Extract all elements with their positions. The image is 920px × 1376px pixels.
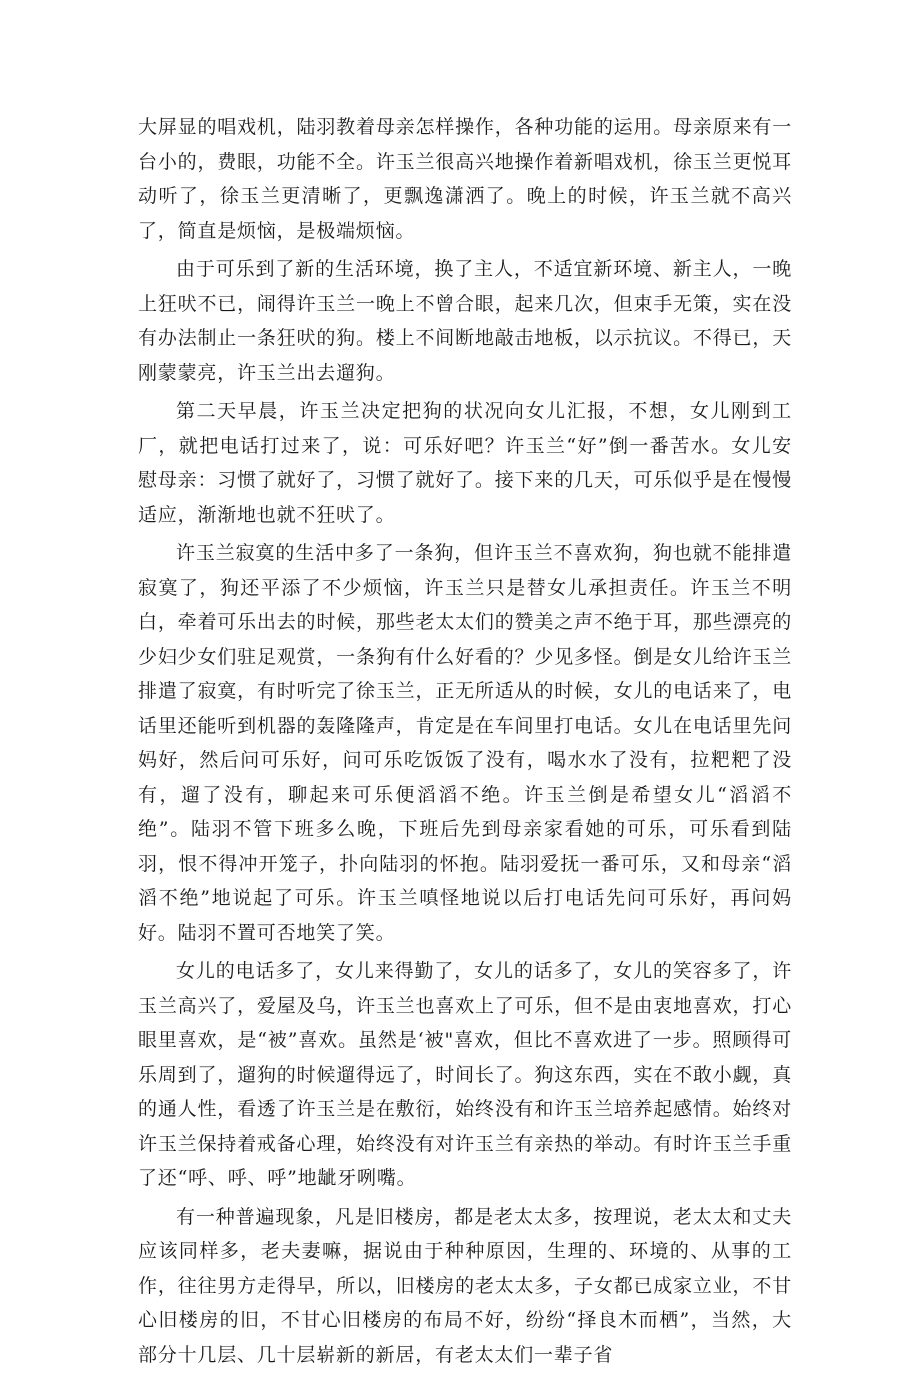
- paragraph-2: 由于可乐到了新的生活环境，换了主人，不适宜新环境、新主人，一晚上狂吠不已，闹得许玉兰一晚上不曾合眼，起来几次，但束手无策，实在没有办法制止一条狂吠的狗。楼上不间断地敲击地板，以示抗议。不得已，天刚蒙蒙亮，许玉兰出去遛狗。: [138, 258, 792, 384]
- paragraph-6: 有一种普遍现象，凡是旧楼房，都是老太太多，按理说，老太太和丈夫应该同样多，老夫妻嘛，据说由于种种原因，生理的、环境的、从事的工作，往往男方走得早，所以，旧楼房的老太太多，子女都已成家立业，不甘心旧楼房的旧，不甘心旧楼房的布局不好，纷纷“择良木而栖”，当然，大部分十几层、几十层崭新的新居，有老太太们一辈子省: [138, 1205, 792, 1366]
- paragraph-4: 许玉兰寂寞的生活中多了一条狗，但许玉兰不喜欢狗，狗也就不能排遣寂寞了，狗还平添了不少烦恼，许玉兰只是替女儿承担责任。许玉兰不明白，牵着可乐出去的时候，那些老太太们的赞美之声不绝于耳，那些漂亮的少妇少女们驻足观赏，一条狗有什么好看的？少见多怪。倒是女儿给许玉兰排遣了寂寞，有时听完了徐玉兰，正无所适从的时候，女儿的电话来了，电话里还能听到机器的轰隆隆声，肯定是在车间里打电话。女儿在电话里先问妈好，然后问可乐好，问可乐吃饭饭了没有，喝水水了没有，拉粑粑了没有，遛了没有，聊起来可乐便滔滔不绝。许玉兰倒是希望女儿“滔滔不绝”。陆羽不管下班多么晚，下班后先到母亲家看她的可乐，可乐看到陆羽，恨不得冲开笼子，扑向陆羽的怀抱。陆羽爱抚一番可乐，又和母亲“滔滔不绝”地说起了可乐。许玉兰嗔怪地说以后打电话先问可乐好，再问妈好。陆羽不置可否地笑了笑。: [138, 542, 792, 944]
- paragraph-1: 大屏显的唱戏机，陆羽教着母亲怎样操作，各种功能的运用。母亲原来有一台小的，费眼，功能不全。许玉兰很高兴地操作着新唱戏机，徐玉兰更悦耳动听了，徐玉兰更清晰了，更飘逸潇洒了。晚上的时候，许玉兰就不高兴了，简直是烦恼，是极端烦恼。: [138, 116, 792, 242]
- paragraph-3: 第二天早晨，许玉兰决定把狗的状况向女儿汇报，不想，女儿刚到工厂，就把电话打过来了，说：可乐好吧？许玉兰“好”倒一番苦水。女儿安慰母亲：习惯了就好了，习惯了就好了。接下来的几天，可乐似乎是在慢慢适应，渐渐地也就不狂吠了。: [138, 400, 792, 526]
- document-body: [138, 110, 792, 1376]
- paragraph-5: 女儿的电话多了，女儿来得勤了，女儿的话多了，女儿的笑容多了，许玉兰高兴了，爱屋及乌，许玉兰也喜欢上了可乐，但不是由衷地喜欢，打心眼里喜欢，是“被”喜欢。虽然是‘被"喜欢，但比不喜欢进了一步。照顾得可乐周到了，遛狗的时候遛得远了，时间长了。狗这东西，实在不敢小觑，真的通人性，看透了许玉兰是在敷衍，始终没有和许玉兰培养起感情。始终对许玉兰保持着戒备心理，始终没有对许玉兰有亲热的举动。有时许玉兰手重了还“呼、呼、呼”地龇牙咧嘴。: [138, 960, 792, 1189]
